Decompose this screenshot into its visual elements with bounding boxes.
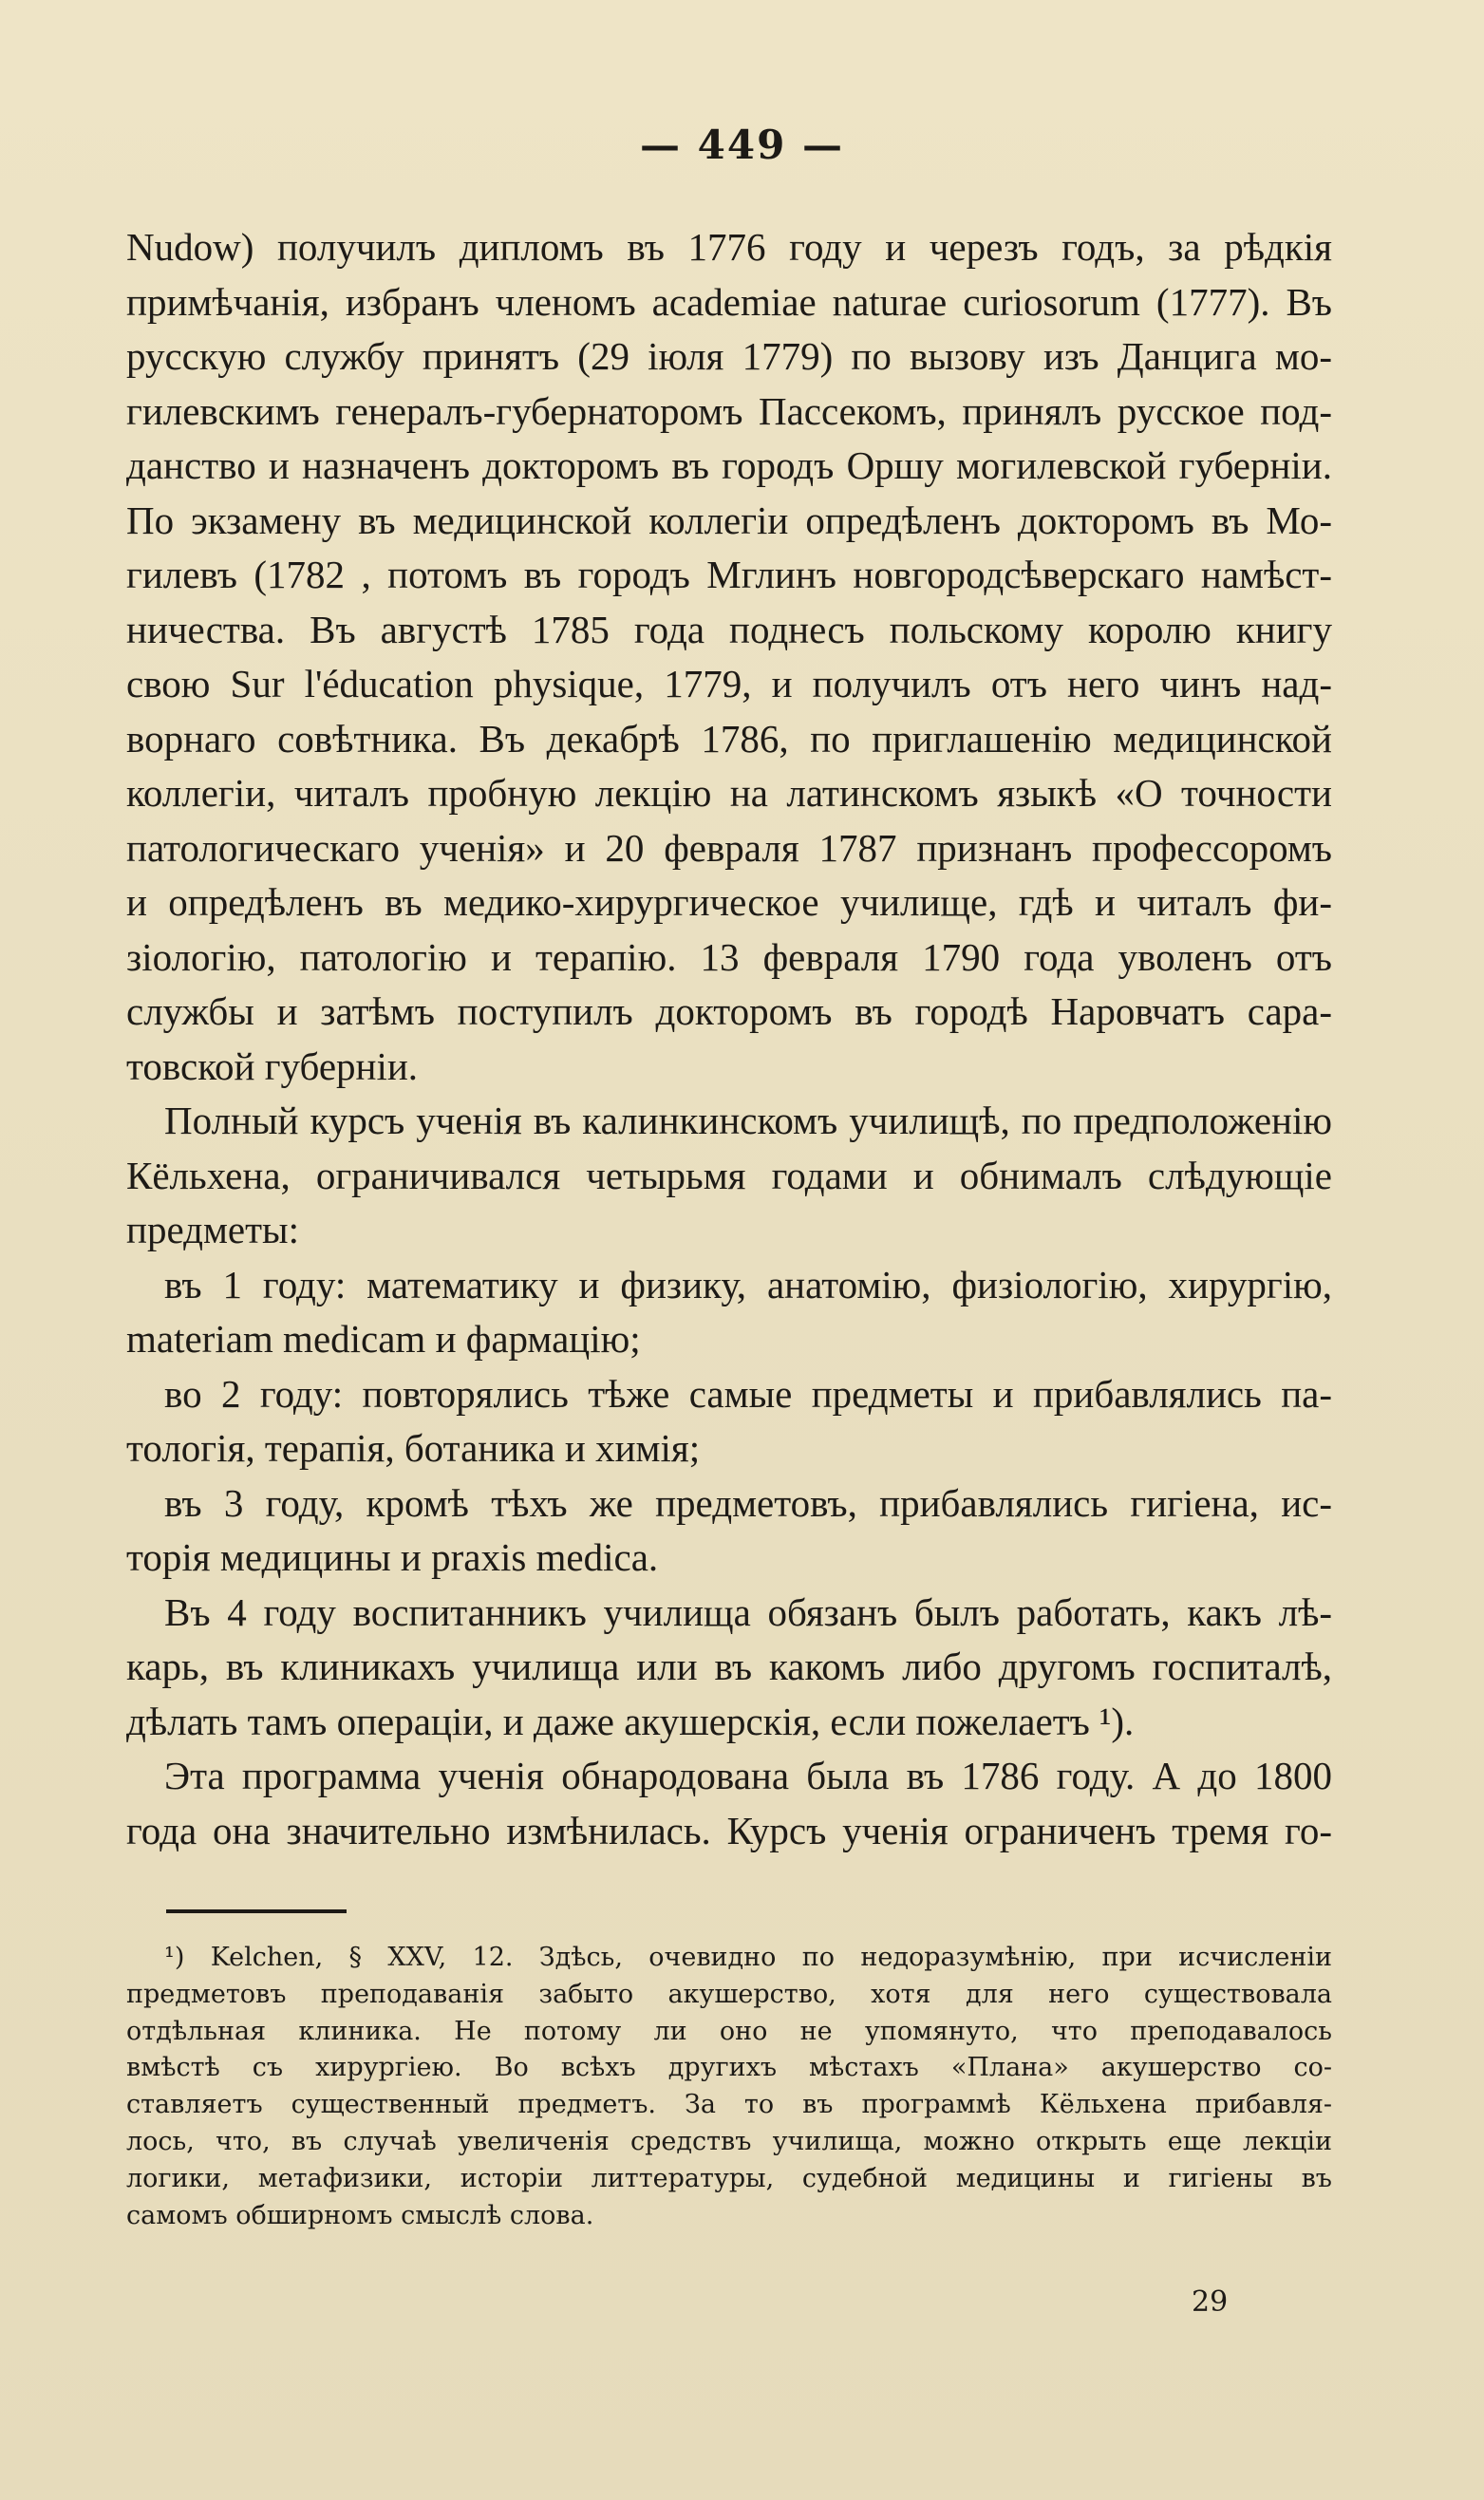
signature-mark: 29 <box>1192 2285 1229 2319</box>
text-line: дѣлать тамъ операціи, и даже акушерскія, если пожелаетъ ¹). <box>126 1699 1135 1743</box>
footnote-line: самомъ обширномъ смыслѣ слова. <box>126 2200 594 2230</box>
page-number: — 449 — <box>640 122 844 168</box>
text-line: года она значительно измѣнилась. Курсъ ученія ограниченъ тремя го- <box>126 1808 1332 1852</box>
text-line: карь, въ клиникахъ училища или въ какомъ либо другомъ госпиталѣ, <box>126 1645 1332 1688</box>
text-line: службы и затѣмъ поступилъ докторомъ въ городѣ Наровчатъ сара- <box>126 989 1332 1033</box>
text-line: русскую службу принятъ (29 іюля 1779) по вызову изъ Данцига мо- <box>126 334 1332 378</box>
paragraph-course <box>126 1094 1332 1258</box>
footnote-line: предметовъ преподаванія забыто акушерство, хотя для него существовала <box>126 1979 1332 2009</box>
footnote-line: лось, что, въ случаѣ увеличенія средствъ училища, можно открыть еще лекціи <box>126 2126 1332 2156</box>
text-line: ничества. Въ августѣ 1785 года поднесъ польскому королю книгу <box>126 607 1332 651</box>
text-line: во 2 году: повторялись тѣже самые предметы и прибавлялись па- <box>164 1371 1332 1416</box>
footnote-line: логики, метафизики, исторіи литтературы, судебной медицины и гигіены въ <box>126 2163 1332 2193</box>
text-line: materiam medicam и фармацію; <box>126 1317 641 1361</box>
text-line: Въ 4 году воспитанникъ училища обязанъ былъ работать, какъ лѣ- <box>164 1589 1332 1634</box>
paragraph-year-4 <box>126 1586 1332 1750</box>
text-line: примѣчанія, избранъ членомъ academiae naturae curiosorum (1777). Въ <box>126 279 1332 324</box>
text-line: Полный курсъ ученія въ калинкинскомъ училищѣ, по предположенію <box>164 1099 1332 1142</box>
text-line: ворнаго совѣтника. Въ декабрѣ 1786, по приглашенію медицинской <box>126 716 1332 761</box>
text-line: данство и назначенъ докторомъ въ городъ Оршу могилевской губерніи. <box>126 443 1332 487</box>
text-line: товской губерніи. <box>126 1043 419 1088</box>
main-text <box>126 220 1332 1858</box>
footnote-line: ¹) Kelchen, § XXV, 12. Здѣсь, очевидно по недоразумѣнію, при исчисленіи <box>164 1943 1332 1972</box>
text-line: въ 3 году, кромѣ тѣхъ же предметовъ, прибавлялись гигіена, ис- <box>164 1480 1332 1525</box>
text-line: По экзамену въ медицинской коллегіи опредѣленъ докторомъ въ Мо- <box>126 498 1332 542</box>
text-line: Эта программа ученія обнародована была въ 1786 году. А до 1800 <box>164 1754 1332 1797</box>
text-line: въ 1 году: математику и физику, анатомію, физіологію, хирургію, <box>164 1262 1332 1306</box>
paragraph-biography <box>126 220 1332 1094</box>
text-line: коллегіи, читалъ пробную лекцію на латинскомъ языкѣ «О точности <box>126 771 1332 815</box>
footnote-line: вмѣстѣ съ хирургіею. Во всѣхъ другихъ мѣстахъ «Плана» акушерство со- <box>126 2053 1332 2083</box>
text-line: торія медицины и praxis medica. <box>126 1535 659 1579</box>
footnote-line: ставляетъ существенный предметъ. За то въ программѣ Кёльхена прибавля- <box>126 2090 1332 2120</box>
paragraph-program <box>126 1749 1332 1858</box>
paragraph-year-3 <box>126 1476 1332 1586</box>
footnote-divider <box>166 1909 347 1913</box>
paragraph-year-2 <box>126 1367 1332 1476</box>
footnote <box>126 1940 1332 2234</box>
text-line: патологическаго ученія» и 20 февраля 1787 признанъ профессоромъ <box>126 825 1332 870</box>
paragraph-year-1 <box>126 1258 1332 1367</box>
text-line: предметы: <box>126 1208 299 1251</box>
text-line: Кёльхена, ограничивался четырьмя годами и обнималъ слѣдующіе <box>126 1153 1332 1197</box>
footnote-line: отдѣльная клиника. Не потому ли оно не упомянуто, что преподавалось <box>126 2016 1332 2046</box>
text-line: гилевскимъ генералъ-губернаторомъ Пассекомъ, принялъ русское под- <box>126 388 1332 433</box>
text-line: Nudow) получилъ дипломъ въ 1776 году и черезъ годъ, за рѣдкія <box>126 225 1332 269</box>
text-line: и опредѣленъ въ медико-хирургическое училище, гдѣ и читалъ фи- <box>126 880 1332 924</box>
text-line: зіологію, патологію и терапію. 13 февраля 1790 года уволенъ отъ <box>126 934 1332 979</box>
text-line: гилевъ (1782 , потомъ въ городъ Мглинъ новгородсѣверскаго намѣст- <box>126 553 1332 596</box>
text-line: тологія, терапія, ботаника и химія; <box>126 1426 701 1470</box>
text-line: свою Sur l'éducation physique, 1779, и получилъ отъ него чинъ над- <box>126 662 1332 705</box>
